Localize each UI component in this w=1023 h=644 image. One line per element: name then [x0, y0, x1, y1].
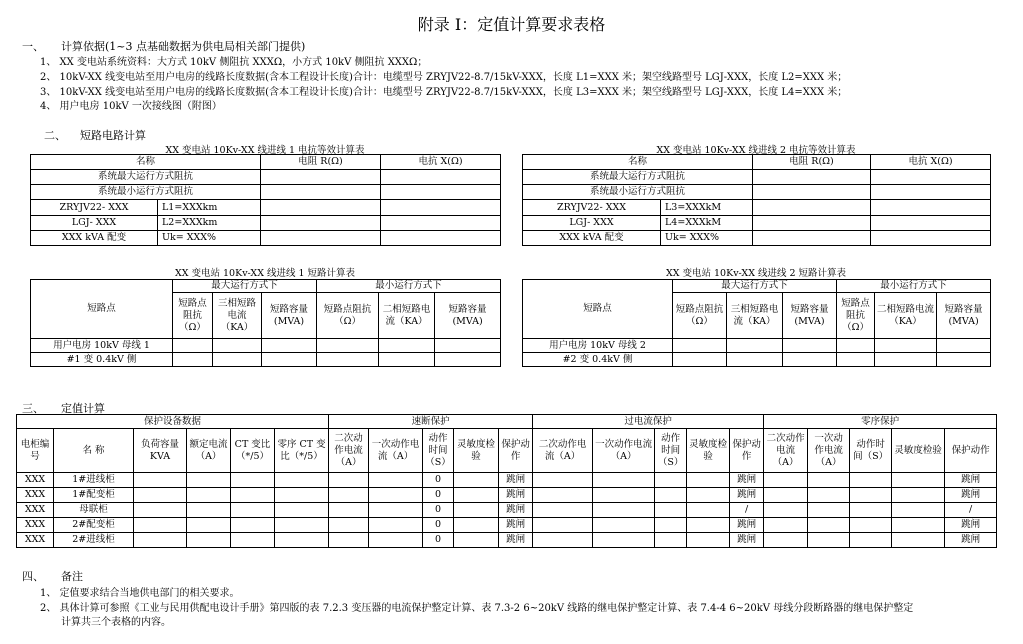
inst-time: 0	[423, 533, 454, 548]
cabinet-id: XXX	[17, 518, 54, 533]
row-system-max: 系统最大运行方式阻抗	[31, 170, 261, 185]
header-inst-primary: 一次动作电流（A）	[369, 429, 423, 473]
group-overcurrent: 过电流保护	[533, 415, 764, 429]
basis-item-1: 1、 XX 变电站系统资料：大方式 10kV 侧阻抗 XXXΩ，小方式 10kV 侧阻抗 XXXΩ；	[40, 57, 428, 68]
cabinet-id: XXX	[17, 503, 54, 518]
header-zs-primary: 一次动作电流（A）	[808, 429, 850, 473]
header-max-mode: 最大运行方式下	[673, 280, 837, 293]
inst-time: 0	[423, 503, 454, 518]
header-two-phase-current: 二相短路电流（KA）	[875, 293, 937, 339]
basis-item-3: 3、 10kV-XX 线变电站至用户电房的线路长度数据(含本工程设计长度)合计：电缆型号 ZRYJV22-8.7/15kV-XXX，长度 L3=XXX 米；架空线路型号 LGJ-XXX，长度 L4=XXX 米；	[40, 87, 848, 98]
header-min-capacity: 短路容量(MVA)	[937, 293, 991, 339]
header-oc-secondary: 二次动作电流（A）	[533, 429, 593, 473]
zs-action: 跳闸	[945, 518, 997, 533]
short-circuit-table-2-caption: XX 变电站 10Kv-XX 线进线 2 短路计算表	[665, 268, 847, 279]
zs-action: 跳闸	[945, 488, 997, 503]
basis-item-2: 2、 10kV-XX 线变电站至用户电房的线路长度数据(含本工程设计长度)合计：电缆型号 ZRYJV22-8.7/15kV-XXX，长度 L1=XXX 米；架空线路型号 LGJ-XXX，长度 L2=XXX 米；	[40, 72, 848, 83]
note-2-continued: 计算共三个表格的内容。	[61, 617, 171, 628]
oc-action: 跳闸	[730, 533, 764, 548]
row-transformer-uk: Uk= XXX%	[158, 231, 261, 246]
note-2: 2、 具体计算可参照《工业与民用供配电设计手册》第四版的表 7.2.3 变压器的电流保护整定计算、表 7.3-2 6~20kV 线路的继电保护整定计算、表 7.4-4 6~20kV 母线分段断路器的继电保护整定	[40, 603, 914, 614]
header-min-impedance: 短路点阻抗（Ω）	[837, 293, 875, 339]
impedance-table-1-caption: XX 变电站 10Kv-XX 线进线 1 电抗等效计算表	[165, 145, 365, 156]
header-max-impedance: 短路点阻抗（Ω）	[673, 293, 727, 339]
section-3-heading: 定值计算	[61, 402, 105, 415]
protection-settings-table	[16, 414, 997, 548]
header-resistance: 电阻 R(Ω)	[261, 155, 381, 170]
row-overhead-length: L4=XXXkM	[661, 216, 753, 231]
header-min-impedance: 短路点阻抗（Ω）	[317, 293, 379, 339]
oc-action: 跳闸	[730, 488, 764, 503]
table-row	[17, 518, 997, 533]
header-rated-current: 额定电流（A）	[187, 429, 231, 473]
cabinet-name: 2#配变柜	[54, 518, 134, 533]
header-inst-sensitivity: 灵敏度检验	[454, 429, 499, 473]
row-transformer-1-lv: #1 变 0.4kV 侧	[31, 353, 173, 367]
row-system-max: 系统最大运行方式阻抗	[523, 170, 753, 185]
header-name: 名称	[523, 155, 753, 170]
header-oc-action: 保护动作	[730, 429, 764, 473]
header-min-mode: 最小运行方式下	[837, 280, 991, 293]
table-row	[17, 488, 997, 503]
header-oc-primary: 一次动作电流（A）	[593, 429, 655, 473]
section-2-heading: 短路电路计算	[80, 129, 146, 142]
basis-item-4: 4、 用户电房 10kV 一次接线图（附图）	[40, 101, 222, 112]
header-zs-sensitivity: 灵敏度检验	[892, 429, 945, 473]
oc-action: /	[730, 503, 764, 518]
row-cable-length: L3=XXXkM	[661, 200, 753, 216]
short-circuit-table-1	[30, 279, 501, 367]
row-transformer-uk: Uk= XXX%	[661, 231, 753, 246]
inst-action: 跳闸	[499, 488, 533, 503]
header-three-phase-current: 三相短路电流（KA）	[213, 293, 262, 339]
row-bus-1: 用户电房 10kV 母线 1	[31, 339, 173, 353]
cabinet-id: XXX	[17, 473, 54, 488]
header-reactance: 电抗 X(Ω)	[871, 155, 991, 170]
row-system-min: 系统最小运行方式阻抗	[523, 185, 753, 200]
header-max-capacity: 短路容量(MVA)	[783, 293, 837, 339]
group-device-data: 保护设备数据	[17, 415, 329, 429]
protection-header-row	[17, 429, 997, 473]
page-title: 附录 I：定值计算要求表格	[417, 15, 606, 34]
zs-action: /	[945, 503, 997, 518]
zs-action: 跳闸	[945, 473, 997, 488]
header-max-capacity: 短路容量(MVA)	[262, 293, 317, 339]
header-max-mode: 最大运行方式下	[173, 280, 317, 293]
header-zs-secondary: 二次动作电流（A）	[764, 429, 808, 473]
row-transformer-2-lv: #2 变 0.4kV 侧	[523, 353, 673, 367]
header-max-impedance: 短路点阻抗（Ω）	[173, 293, 213, 339]
row-transformer: XXX kVA 配变	[31, 231, 158, 246]
header-name: 名称	[31, 155, 261, 170]
header-inst-secondary: 二次动作电流（A）	[329, 429, 369, 473]
short-circuit-table-2	[522, 279, 991, 367]
group-zero-sequence: 零序保护	[764, 415, 997, 429]
impedance-table-2	[522, 154, 991, 246]
header-cabinet-id: 电柜编号	[17, 429, 54, 473]
row-overhead-type: LGJ- XXX	[31, 216, 158, 231]
cabinet-name: 1#配变柜	[54, 488, 134, 503]
header-load-capacity: 负荷容量KVA	[134, 429, 187, 473]
header-two-phase-current: 二相短路电流（KA）	[379, 293, 435, 339]
section-3-number: 三、	[22, 402, 44, 415]
row-transformer: XXX kVA 配变	[523, 231, 661, 246]
note-1: 1、 定值要求结合当地供电部门的相关要求。	[40, 588, 240, 599]
header-min-mode: 最小运行方式下	[317, 280, 501, 293]
header-oc-sensitivity: 灵敏度检验	[687, 429, 730, 473]
header-min-capacity: 短路容量(MVA)	[435, 293, 501, 339]
header-oc-time: 动作时间（S）	[655, 429, 687, 473]
header-reactance: 电抗 X(Ω)	[381, 155, 501, 170]
header-resistance: 电阻 R(Ω)	[753, 155, 871, 170]
cabinet-name: 母联柜	[54, 503, 134, 518]
row-bus-2: 用户电房 10kV 母线 2	[523, 339, 673, 353]
header-zs-action: 保护动作	[945, 429, 997, 473]
cabinet-id: XXX	[17, 533, 54, 548]
cabinet-name: 2#进线柜	[54, 533, 134, 548]
header-short-circuit-point: 短路点	[523, 280, 673, 339]
oc-action: 跳闸	[730, 473, 764, 488]
row-cable-type: ZRYJV22- XXX	[523, 200, 661, 216]
header-three-phase-current: 三相短路电流（KA）	[727, 293, 783, 339]
section-2-number: 二、	[44, 129, 66, 142]
row-system-min: 系统最小运行方式阻抗	[31, 185, 261, 200]
group-instantaneous: 速断保护	[329, 415, 533, 429]
header-ct-ratio: CT 变比（*/5）	[231, 429, 275, 473]
inst-time: 0	[423, 488, 454, 503]
short-circuit-table-1-caption: XX 变电站 10Kv-XX 线进线 1 短路计算表	[174, 268, 356, 279]
section-4-number: 四、	[22, 570, 44, 583]
inst-action: 跳闸	[499, 473, 533, 488]
header-inst-time: 动作时间（S）	[423, 429, 454, 473]
row-overhead-length: L2=XXXkm	[158, 216, 261, 231]
cabinet-id: XXX	[17, 488, 54, 503]
inst-action: 跳闸	[499, 518, 533, 533]
table-row	[17, 503, 997, 518]
inst-action: 跳闸	[499, 533, 533, 548]
oc-action: 跳闸	[730, 518, 764, 533]
section-1-number: 一、	[22, 40, 44, 53]
inst-time: 0	[423, 473, 454, 488]
row-cable-length: L1=XXXkm	[158, 200, 261, 216]
header-zero-ct-ratio: 零序 CT 变比（*/5）	[275, 429, 329, 473]
header-inst-action: 保护动作	[499, 429, 533, 473]
impedance-table-2-caption: XX 变电站 10Kv-XX 线进线 2 电抗等效计算表	[656, 145, 856, 156]
inst-time: 0	[423, 518, 454, 533]
section-1-heading: 计算依据(1~3 点基础数据为供电局相关部门提供)	[61, 40, 306, 53]
header-zs-time: 动作时间（S）	[850, 429, 892, 473]
table-row	[17, 473, 997, 488]
zs-action: 跳闸	[945, 533, 997, 548]
table-row	[17, 533, 997, 548]
header-short-circuit-point: 短路点	[31, 280, 173, 339]
row-overhead-type: LGJ- XXX	[523, 216, 661, 231]
row-cable-type: ZRYJV22- XXX	[31, 200, 158, 216]
section-4-heading: 备注	[61, 570, 83, 583]
cabinet-name: 1#进线柜	[54, 473, 134, 488]
inst-action: 跳闸	[499, 503, 533, 518]
header-cabinet-name: 名 称	[54, 429, 134, 473]
impedance-table-1	[30, 154, 501, 246]
